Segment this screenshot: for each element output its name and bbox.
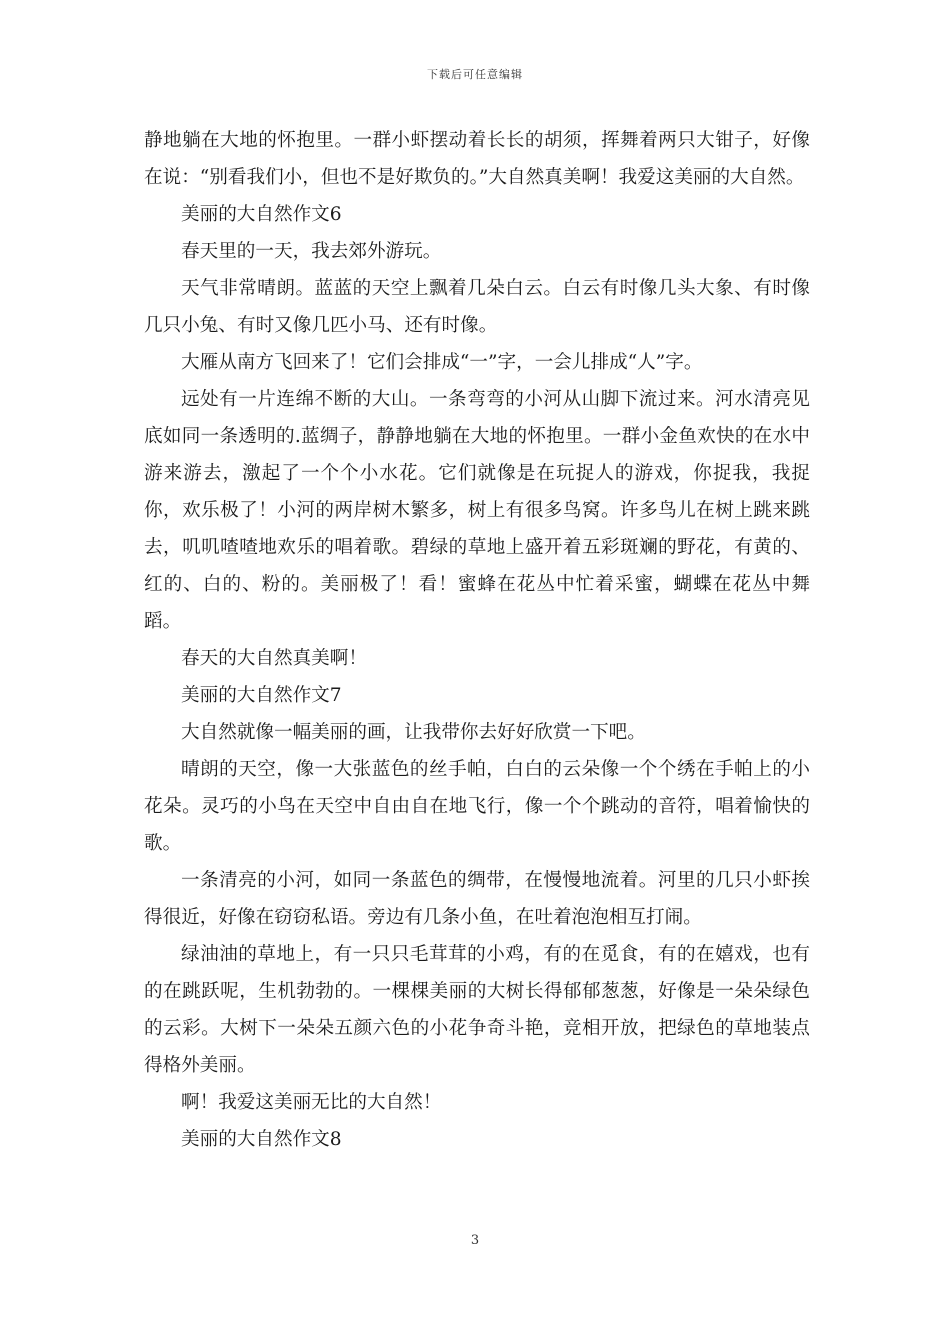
section-title: 美丽的大自然作文8: [181, 1129, 342, 1150]
paragraph: 一条清亮的小河，如同一条蓝色的绸带，在慢慢地流着。河里的几只小虾挨得很近，好像在窃窃私语。旁边有几条小鱼，在吐着泡泡相互打闹。: [144, 870, 810, 928]
page-header: 下载后可任意编辑: [427, 68, 523, 81]
paragraph: 天气非常晴朗。蓝蓝的天空上飘着几朵白云。白云有时像几头大象、有时像几只小兔、有时又像几匹小马、还有时像。: [144, 278, 810, 336]
paragraph: 大雁从南方飞回来了！它们会排成“一”字，一会儿排成“人”字。: [181, 352, 703, 373]
paragraph: 晴朗的天空，像一大张蓝色的丝手帕，白白的云朵像一个个绣在手帕上的小花朵。灵巧的小鸟在天空中自由自在地飞行，像一个个跳动的音符，唱着愉快的歌。: [144, 759, 810, 854]
page-number: 3: [470, 1233, 480, 1248]
paragraph: 春天里的一天，我去郊外游玩。: [181, 241, 442, 262]
paragraph: 春天的大自然真美啊！: [181, 648, 367, 669]
paragraph: 静地躺在大地的怀抱里。一群小虾摆动着长长的胡须，挥舞着两只大钳子，好像在说：“别看我们小，但也不是好欺负的。”大自然真美啊！我爱这美丽的大自然。: [144, 130, 810, 188]
paragraph: 啊！我爱这美丽无比的大自然！: [181, 1092, 442, 1113]
paragraph: 绿油油的草地上，有一只只毛茸茸的小鸡，有的在觅食，有的在嬉戏，也有的在跳跃呢，生机勃勃的。一棵棵美丽的大树长得郁郁葱葱，好像是一朵朵绿色的云彩。大树下一朵朵五颜六色的小花争奇斗艳，竞相开放，把绿色的草地装点得格外美丽。: [144, 944, 810, 1076]
section-title: 美丽的大自然作文6: [181, 204, 342, 225]
section-title: 美丽的大自然作文7: [181, 685, 342, 706]
document-body: [144, 122, 810, 1158]
paragraph: 大自然就像一幅美丽的画，让我带你去好好欣赏一下吧。: [181, 722, 646, 743]
paragraph: 远处有一片连绵不断的大山。一条弯弯的小河从山脚下流过来。河水清亮见底如同一条透明的.蓝绸子，静静地躺在大地的怀抱里。一群小金鱼欢快的在水中游来游去，激起了一个个小水花。它们就像是在玩捉人的游戏，你捉我，我捉你，欢乐极了！小河的两岸树木繁多，树上有很多鸟窝。许多鸟儿在树上跳来跳去，叽叽喳喳地欢乐的唱着歌。碧绿的草地上盛开着五彩斑斓的野花，有黄的、红的、白的、粉的。美丽极了！看！蜜蜂在花丛中忙着采蜜，蝴蝶在花丛中舞蹈。: [144, 389, 810, 632]
